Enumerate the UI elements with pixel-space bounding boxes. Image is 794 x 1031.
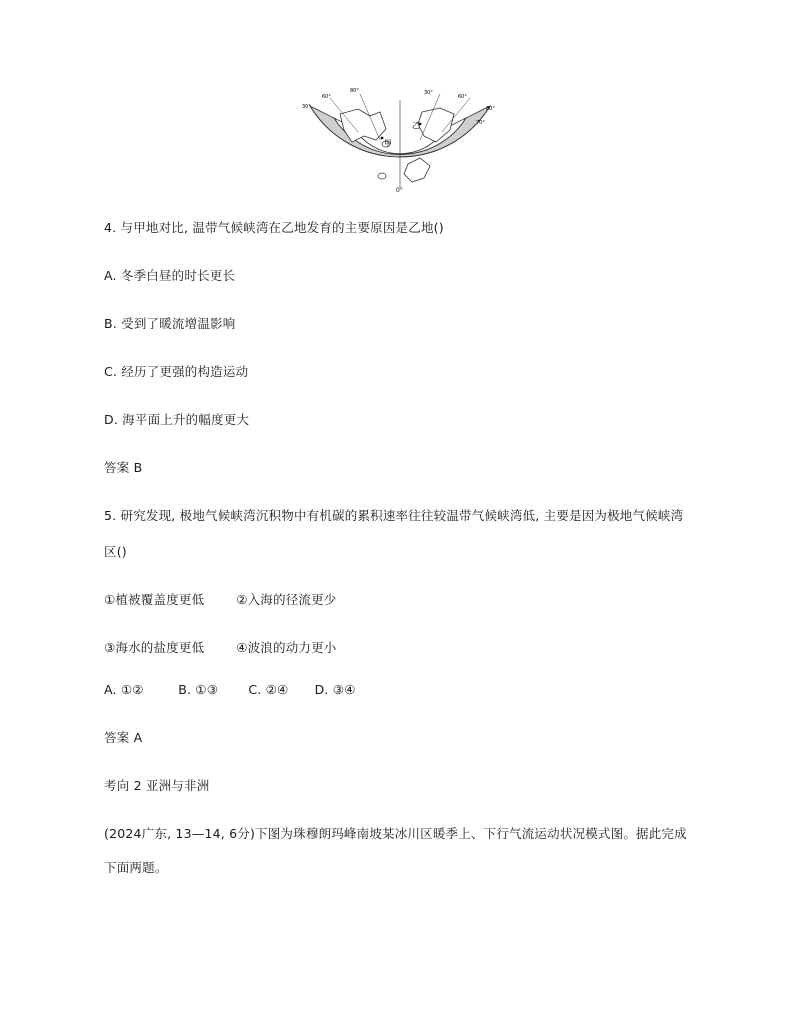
q4-option-d: D. 海平面上升的幅度更大: [104, 412, 250, 427]
lon-label-right-2: 60°: [458, 94, 467, 100]
q4-option-a: A. 冬季白昼的时长更长: [104, 268, 236, 283]
lon-label-right-1: 30°: [424, 90, 433, 96]
q5-items-row2: [104, 638, 337, 656]
polar-map-figure: [300, 84, 500, 194]
q5-answer: 答案 A: [104, 730, 143, 745]
q4-option-c: C. 经历了更强的构造运动: [104, 364, 249, 379]
lon-label-left-1: 30°: [302, 104, 311, 110]
label-yi: 乙: [412, 121, 420, 130]
lon-label-left-2: 60°: [322, 94, 331, 100]
label-jia: 甲: [384, 139, 392, 148]
section-intro-line1: (2024广东, 13—14, 6分)下图为珠穆朗玛峰南坡某冰川区暖季上、下行气流运动状况模式图。据此完成: [104, 826, 687, 841]
q4-answer: 答案 B: [104, 460, 143, 475]
land-bottom: [404, 158, 430, 182]
q5-choices: [104, 682, 356, 697]
q4-option-b: B. 受到了暖流增温影响: [104, 316, 236, 331]
q5-stem-line1: 5. 研究发现, 极地气候峡湾沉积物中有机碳的累积速率往往较温带气候峡湾低, 主要是因为极地气候峡湾: [104, 508, 684, 523]
label-zero-lon: 0°: [396, 187, 403, 194]
section-title: 考向 2 亚洲与非洲: [104, 778, 210, 793]
q4-stem: 4. 与甲地对比, 温带气候峡湾在乙地发育的主要原因是乙地(): [104, 220, 444, 235]
q5-item-3: ③海水的盐度更低: [104, 640, 205, 655]
q5-choice-d: D. ③④: [314, 682, 356, 697]
lon-label-right-3: 70°: [476, 120, 485, 126]
q5-items-row1: [104, 590, 337, 608]
lon-label-right-4: 80°: [486, 106, 495, 112]
q5-choice-c: C. ②④: [248, 682, 289, 697]
q5-stem-line2: 区(): [104, 544, 127, 559]
polar-map-svg: [300, 84, 500, 194]
lon-label-left-3: 80°: [350, 88, 359, 94]
q5-choice-a: A. ①②: [104, 682, 144, 697]
island-bottom-left: [378, 173, 386, 179]
q5-item-2: ②入海的径流更少: [236, 592, 337, 607]
section-intro-line2: 下面两题。: [104, 860, 168, 875]
q5-item-1: ①植被覆盖度更低: [104, 592, 205, 607]
q5-item-4: ④波浪的动力更小: [236, 640, 337, 655]
q5-choice-b: B. ①③: [178, 682, 219, 697]
